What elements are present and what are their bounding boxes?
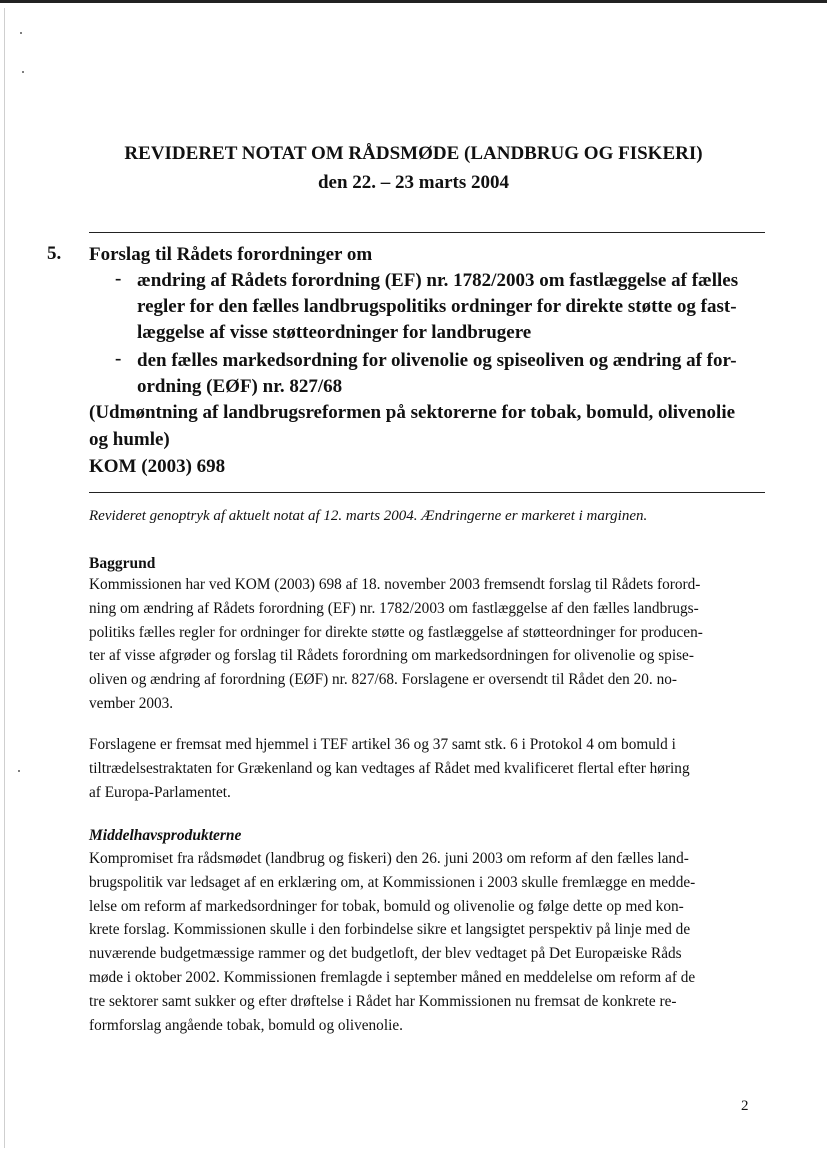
section-number: 5.: [47, 243, 62, 264]
divider-top: [89, 232, 765, 233]
section-subtitle: (Udmøntning af landbrugsreformen på sektorerne for tobak, bomuld, olivenolie: [89, 402, 736, 423]
bullet-dash: -: [115, 268, 122, 289]
text-line: møde i oktober 2002. Kommissionen fremlagde i september måned en meddelelse om reform af de: [89, 968, 696, 986]
text-line: tiltrædelsestraktaten for Grækenland og kan vedtages af Rådet med kvalificeret flertal efter høring: [89, 759, 690, 777]
baggrund-paragraph-1: [89, 573, 759, 716]
scan-top-edge: [0, 0, 827, 3]
middelhav-heading: Middelhavsprodukterne: [89, 827, 242, 844]
section-subtitle: og humle): [89, 429, 170, 450]
bullet2-line: den fælles markedsordning for olivenolie og spiseoliven og ændring af for-: [137, 350, 737, 371]
baggrund-paragraph-2: [89, 733, 759, 804]
bullet1-line: regler for den fælles landbrugspolitiks ordninger for direkte støtte og fast-: [137, 296, 737, 317]
text-line: lelse om reform af markedsordninger for tobak, bomuld og olivenolie og følge dette op med kon-: [89, 897, 684, 915]
middelhav-paragraph: [89, 847, 759, 1037]
text-line: oliven og ændring af forordning (EØF) nr. 827/68. Forslagene er oversendt til Rådet den 20. no-: [89, 671, 677, 689]
baggrund-heading: Baggrund: [89, 555, 156, 572]
text-line: Kommissionen har ved KOM (2003) 698 af 18. november 2003 fremsendt forslag til Rådets forord-: [89, 576, 701, 593]
text-line: vember 2003.: [89, 694, 174, 712]
text-line: brugspolitik var ledsaget af en erklæring om, at Kommissionen i 2003 skulle fremlægge en medde-: [89, 873, 696, 891]
bullet1-line: læggelse af visse støtteordninger for landbrugere: [137, 322, 532, 343]
text-line: Forslagene er fremsat med hjemmel i TEF artikel 36 og 37 samt stk. 6 i Protokol 4 om bomuld i: [89, 736, 676, 753]
text-line: Kompromiset fra rådsmødet (landbrug og fiskeri) den 26. juni 2003 om reform af den fælles land-: [89, 850, 689, 867]
text-line: politiks fælles regler for ordninger for direkte støtte og fastlæggelse af støtteordninger for producen-: [89, 623, 703, 641]
divider-bottom: [89, 492, 765, 493]
text-line: nuværende budgetmæssige rammer og det budgetloft, der blev vedtaget på Det Europæiske Råds: [89, 945, 682, 963]
page-number: 2: [741, 1098, 749, 1114]
text-line: ter af visse afgrøder og forslag til Rådets forordning om markedsordningen for olivenolie og spise-: [89, 647, 694, 665]
text-line: formforslag angående tobak, bomuld og olivenolie.: [89, 1016, 403, 1034]
section-reference: KOM (2003) 698: [89, 456, 226, 477]
revision-note: Revideret genoptryk af aktuelt notat af 12. marts 2004. Ændringerne er markeret i marginen.: [89, 508, 648, 524]
text-line: krete forslag. Kommissionen skulle i den forbindelse sikre et langsigtet perspektiv på linje med de: [89, 921, 691, 939]
scan-speck: [18, 770, 20, 772]
bullet1-line: ændring af Rådets forordning (EF) nr. 1782/2003 om fastlæggelse af fælles: [137, 270, 739, 291]
document-title: REVIDERET NOTAT OM RÅDSMØDE (LANDBRUG OG FISKERI): [124, 143, 703, 164]
text-line: af Europa-Parlamentet.: [89, 783, 231, 801]
section-heading: Forslag til Rådets forordninger om: [89, 244, 373, 265]
scan-speck: [20, 32, 22, 34]
text-line: tre sektorer samt sukker og efter drøftelse i Rådet har Kommissionen nu fremsat de konkrete re-: [89, 992, 677, 1010]
text-line: ning om ændring af Rådets forordning (EF) nr. 1782/2003 om fastlæggelse af den fælles landbrugs-: [89, 599, 699, 617]
bullet2-line: ordning (EØF) nr. 827/68: [137, 376, 343, 397]
document-date: den 22. – 23 marts 2004: [317, 172, 510, 193]
bullet-dash: -: [115, 348, 122, 369]
scan-speck: [22, 71, 24, 73]
